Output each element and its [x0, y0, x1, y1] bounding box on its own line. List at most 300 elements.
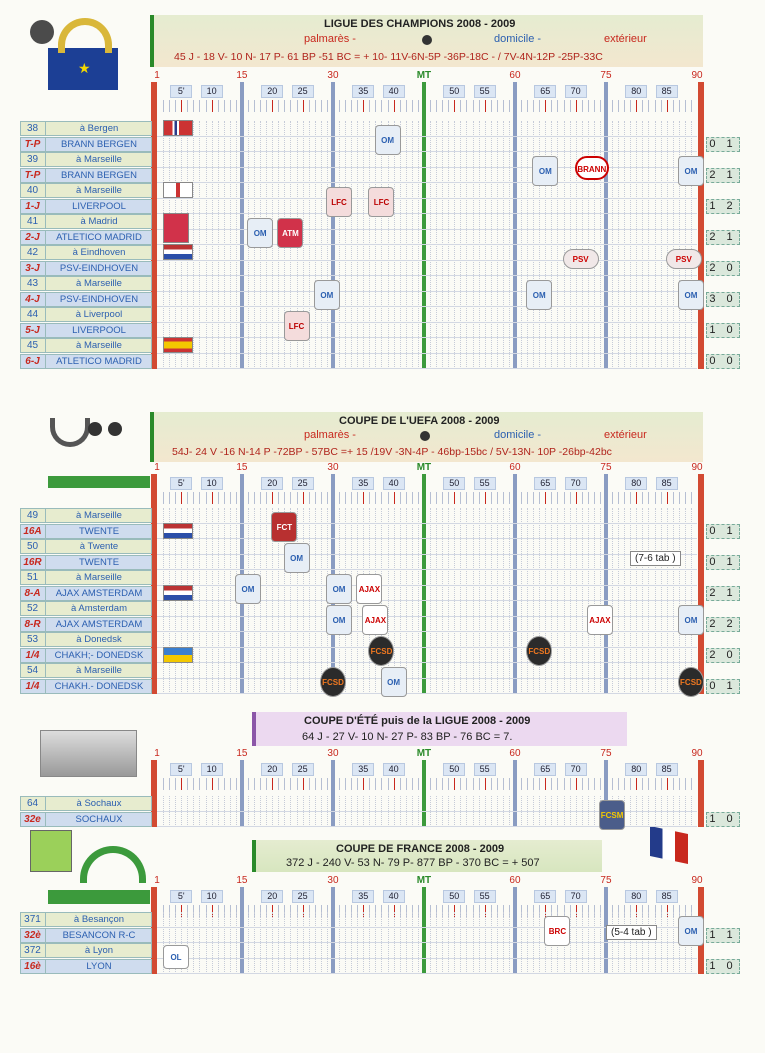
grid-dotted-line [594, 912, 596, 974]
match-score: 1 0 [706, 812, 740, 827]
match-row-label[interactable]: à Twente [20, 539, 152, 554]
grid-dotted-line [394, 121, 396, 369]
grid-dotted-line [491, 121, 493, 369]
minute-tick [363, 492, 364, 504]
minute-tick [248, 778, 249, 790]
match-row-label[interactable]: à Liverpool [20, 307, 152, 322]
minute-tick [266, 100, 267, 112]
grid-marker-line [513, 760, 517, 827]
minute-tick [691, 100, 692, 112]
grid-dotted-line [618, 508, 620, 694]
minute-tick [260, 492, 261, 504]
grid-dotted-line [503, 912, 505, 974]
minute-tick [284, 492, 285, 504]
grid-dotted-line [570, 796, 572, 827]
grid-dotted-line [479, 508, 481, 694]
match-row-label[interactable]: à Marseille [20, 508, 152, 523]
match-row-label[interactable]: à Madrid [20, 214, 152, 229]
match-row-number: 42 [20, 245, 46, 260]
minute-tick [381, 100, 382, 112]
uefa-title: COUPE DE L'UEFA 2008 - 2009 [339, 415, 500, 427]
minute-tick [436, 100, 437, 112]
match-score: 1 2 [706, 199, 740, 214]
minute-tick [521, 100, 522, 112]
minute-tick [394, 100, 395, 112]
grid-dotted-line [375, 912, 377, 974]
row-separator [157, 958, 697, 959]
grid-dotted-line [436, 912, 438, 974]
liv-crest-icon: LFC [326, 187, 352, 217]
match-row-number: 2-J [20, 230, 46, 245]
uefa-banner [150, 412, 703, 462]
grid-dotted-line [224, 121, 226, 369]
grid-dotted-line [436, 796, 438, 827]
minute-tick [199, 492, 200, 504]
row-separator [157, 306, 697, 307]
match-row-label[interactable]: BRANN BERGEN [20, 137, 152, 152]
grid-marker-line [513, 887, 517, 974]
axis-tick-label: 75 [600, 70, 612, 81]
grid-dotted-line [339, 796, 341, 827]
match-row-label[interactable]: à Sochaux [20, 796, 152, 811]
match-row-label[interactable]: SOCHAUX [20, 812, 152, 827]
minute-tick [169, 778, 170, 790]
grid-dotted-line [272, 796, 274, 827]
row-separator [157, 523, 697, 524]
grid-dotted-line [661, 912, 663, 974]
grid-dotted-line [448, 121, 450, 369]
minute-tick [430, 492, 431, 504]
minute-label: 55 [474, 890, 496, 903]
grid-dotted-line [236, 796, 238, 827]
axis-tick-label: MT [416, 748, 432, 759]
grid-dotted-line [551, 796, 553, 827]
match-row-label[interactable]: à Marseille [20, 570, 152, 585]
match-row-label[interactable]: AJAX AMSTERDAM [20, 617, 152, 632]
grid-dotted-line [497, 508, 499, 694]
match-row-number: T-P [20, 137, 46, 152]
grid-dotted-line [224, 508, 226, 694]
grid-dotted-line [679, 508, 681, 694]
grid-dotted-line [551, 508, 553, 694]
om-crest-icon: OM [678, 280, 704, 310]
minute-tick [230, 100, 231, 112]
grid-dotted-line [539, 912, 541, 974]
minute-tick [327, 492, 328, 504]
grid-dotted-line [430, 508, 432, 694]
match-score: 1 0 [706, 959, 740, 974]
match-row-label[interactable]: à Marseille [20, 276, 152, 291]
axis-tick-label: MT [416, 70, 432, 81]
match-row-label[interactable]: TWENTE [20, 524, 152, 539]
row-separator [157, 368, 697, 369]
minute-tick [321, 492, 322, 504]
minute-tick [369, 100, 370, 112]
match-row-number: 32e [20, 812, 46, 827]
minute-tick [673, 778, 674, 790]
minute-tick [551, 778, 552, 790]
om-crest-icon: OM [678, 156, 704, 186]
grid-marker-line [604, 82, 608, 369]
sha-crest-icon: FCSD [368, 636, 394, 666]
minute-tick [381, 778, 382, 790]
minute-label: 55 [474, 85, 496, 98]
minute-label: 80 [625, 763, 647, 776]
uefa-stats: 54J- 24 V -16 N-14 P -72BP - 57BC =+ 15 /19V -3N-4P - 46bp-15bc / 5V-13N- 10P -26bp-42bc [172, 446, 612, 458]
grid-marker-line [331, 760, 335, 827]
grid-dotted-line [454, 121, 456, 369]
grid-dotted-line [412, 508, 414, 694]
ete-title: COUPE D'ÉTÉ puis de la LIGUE 2008 - 2009 [304, 715, 531, 727]
minute-tick [212, 778, 213, 790]
minute-label: 25 [292, 477, 314, 490]
minute-tick [642, 778, 643, 790]
liv-crest-icon: LFC [284, 311, 310, 341]
match-row-label[interactable]: à Eindhoven [20, 245, 152, 260]
minute-tick [545, 100, 546, 112]
minute-tick [539, 778, 540, 790]
minute-label: 70 [565, 477, 587, 490]
grid-dotted-line [278, 912, 280, 974]
grid-dotted-line [630, 912, 632, 974]
minute-tick [630, 778, 631, 790]
minute-tick [351, 100, 352, 112]
grid-dotted-line [284, 912, 286, 974]
minute-tick [557, 778, 558, 790]
cdf-stats: 372 J - 240 V- 53 N- 79 P- 877 BP - 370 BC = + 507 [286, 857, 540, 869]
grid-dotted-line [375, 796, 377, 827]
minute-tick [406, 778, 407, 790]
minute-tick [388, 492, 389, 504]
minute-tick [460, 100, 461, 112]
cdf-title: COUPE DE FRANCE 2008 - 2009 [336, 843, 505, 855]
axis-tick-label: 90 [691, 748, 703, 759]
lyon-crest-icon: OL [163, 945, 189, 969]
grid-dotted-line [442, 796, 444, 827]
minute-tick [533, 778, 534, 790]
match-row-number: 16è [20, 959, 46, 974]
grid-dotted-line [624, 912, 626, 974]
match-row-label[interactable]: PSV-EINDHOVEN [20, 261, 152, 276]
axis-tick-label: 30 [327, 875, 339, 886]
match-row-number: 39 [20, 152, 46, 167]
grid-dotted-line [576, 121, 578, 369]
grid-dotted-line [321, 121, 323, 369]
grid-dotted-line [460, 508, 462, 694]
minute-label: 55 [474, 763, 496, 776]
grid-dotted-line [315, 912, 317, 974]
axis-tick-label: 15 [236, 748, 248, 759]
grid-dotted-line [509, 121, 511, 369]
grid-dotted-line [545, 508, 547, 694]
match-row-number: 40 [20, 183, 46, 198]
uefa-palmares: palmarès - [304, 429, 356, 441]
match-row-number: 5-J [20, 323, 46, 338]
om-crest-icon: OM [532, 156, 558, 186]
axis-tick-label: MT [416, 875, 432, 886]
grid-dotted-line [557, 508, 559, 694]
grid-dotted-line [400, 121, 402, 369]
grid-dotted-line [679, 796, 681, 827]
match-row-number: 16R [20, 555, 46, 570]
match-row-label[interactable]: à Besançon [20, 912, 152, 927]
row-separator [157, 353, 697, 354]
grid-dotted-line [327, 796, 329, 827]
grid-dotted-line [254, 796, 256, 827]
match-row-label[interactable]: LYON [20, 959, 152, 974]
match-row-label[interactable]: à Amsterdam [20, 601, 152, 616]
match-row-label[interactable]: AJAX AMSTERDAM [20, 586, 152, 601]
atletico-badge-icon [163, 213, 189, 243]
om-crest-icon: OM [235, 574, 261, 604]
cdf-banner [252, 840, 602, 872]
grid-dotted-line [630, 121, 632, 369]
grid-dotted-line [454, 912, 456, 974]
grid-dotted-line [594, 796, 596, 827]
grid-dotted-line [412, 912, 414, 974]
grid-dotted-line [612, 508, 614, 694]
minute-tick [278, 492, 279, 504]
minute-tick [612, 100, 613, 112]
match-row-label[interactable]: à Marseille [20, 663, 152, 678]
minute-tick [181, 100, 182, 112]
grid-dotted-line [642, 912, 644, 974]
minute-tick [412, 100, 413, 112]
grid-dotted-line [454, 796, 456, 827]
grid-dotted-line [309, 508, 311, 694]
minute-tick [454, 778, 455, 790]
minute-tick [163, 100, 164, 112]
minute-tick [418, 778, 419, 790]
grid-dotted-line [297, 912, 299, 974]
row-separator [157, 213, 697, 214]
tw-crest-icon: FCT [271, 512, 297, 542]
grid-dotted-line [169, 796, 171, 827]
minute-tick [673, 100, 674, 112]
match-row-label[interactable]: BRANN BERGEN [20, 168, 152, 183]
minute-label: 50 [443, 85, 465, 98]
match-row-label[interactable]: à Marseille [20, 152, 152, 167]
minute-tick [454, 492, 455, 504]
minute-tick [503, 100, 504, 112]
grid-dotted-line [588, 508, 590, 694]
match-row-label[interactable]: CHAKH.- DONEDSK [20, 679, 152, 694]
row-separator [157, 291, 697, 292]
grid-dotted-line [412, 796, 414, 827]
grid-dotted-line [212, 796, 214, 827]
minute-tick [254, 100, 255, 112]
minute-tick [448, 778, 449, 790]
grid-dotted-line [642, 796, 644, 827]
grid-dotted-line [673, 912, 675, 974]
grid-dotted-line [661, 121, 663, 369]
minute-tick [473, 100, 474, 112]
minute-tick [624, 100, 625, 112]
minute-label: 35 [352, 890, 374, 903]
minute-tick [321, 778, 322, 790]
match-row-label[interactable]: à Marseille [20, 183, 152, 198]
minute-tick [303, 100, 304, 112]
match-score: 2 2 [706, 617, 740, 632]
minute-tick [466, 492, 467, 504]
grid-dotted-line [527, 121, 529, 369]
minute-tick [570, 778, 571, 790]
ucl-stats: 45 J - 18 V- 10 N- 17 P- 61 BP -51 BC = + 10- 11V-6N-5P -36P-18C - / 7V-4N-12P -25P-33C [174, 51, 603, 63]
minute-tick [163, 492, 164, 504]
minute-tick [448, 492, 449, 504]
grid-dotted-line [442, 508, 444, 694]
row-separator [157, 167, 697, 168]
minute-tick [266, 492, 267, 504]
grid-dotted-line [648, 796, 650, 827]
match-row-label[interactable]: à Marseille [20, 338, 152, 353]
minute-label: 65 [534, 477, 556, 490]
grid-dotted-line [260, 912, 262, 974]
match-row-label[interactable]: LIVERPOOL [20, 199, 152, 214]
match-score: 2 0 [706, 648, 740, 663]
ajx-crest-icon: AJAX [362, 605, 388, 635]
minute-label: 55 [474, 477, 496, 490]
grid-dotted-line [406, 121, 408, 369]
grid-dotted-line [497, 121, 499, 369]
grid-dotted-line [630, 508, 632, 694]
minute-tick [169, 100, 170, 112]
grid-dotted-line [564, 508, 566, 694]
match-row-label[interactable]: CHAKH;- DONEDSK [20, 648, 152, 663]
minute-tick [679, 100, 680, 112]
minute-tick [527, 778, 528, 790]
minute-tick [175, 778, 176, 790]
row-separator [157, 198, 697, 199]
grid-dotted-line [479, 121, 481, 369]
grid-dotted-line [199, 121, 201, 369]
match-score: 2 0 [706, 261, 740, 276]
grid-dotted-line [218, 912, 220, 974]
minute-label: 40 [383, 85, 405, 98]
grid-dotted-line [412, 121, 414, 369]
minute-tick [400, 100, 401, 112]
axis-tick-label: 1 [154, 748, 160, 759]
minute-tick [430, 778, 431, 790]
grid-dotted-line [564, 121, 566, 369]
grid-dotted-line [230, 121, 232, 369]
grid-dotted-line [600, 912, 602, 974]
grid-marker-line [240, 887, 244, 974]
minute-tick [473, 492, 474, 504]
match-row-label[interactable]: LIVERPOOL [20, 323, 152, 338]
grid-dotted-line [545, 796, 547, 827]
grid-dotted-line [667, 508, 669, 694]
minute-tick [691, 492, 692, 504]
match-row-label[interactable]: ATLETICO MADRID [20, 230, 152, 245]
axis-tick-label: 60 [509, 462, 521, 473]
minute-label: 50 [443, 890, 465, 903]
minute-label: 35 [352, 477, 374, 490]
minute-tick [266, 778, 267, 790]
minute-tick [175, 100, 176, 112]
match-score: 2 1 [706, 168, 740, 183]
grid-dotted-line [624, 508, 626, 694]
minute-tick [612, 492, 613, 504]
grid-dotted-line [193, 121, 195, 369]
minute-tick [290, 492, 291, 504]
grid-right-rail [698, 474, 704, 694]
grid-dotted-line [576, 912, 578, 974]
minute-tick [618, 100, 619, 112]
match-row-number: 4-J [20, 292, 46, 307]
match-row-number: 8-A [20, 586, 46, 601]
grid-dotted-line [448, 912, 450, 974]
axis-tick-label: 60 [509, 748, 521, 759]
grid-dotted-line [375, 121, 377, 369]
grid-dotted-line [193, 796, 195, 827]
match-row-label[interactable]: ATLETICO MADRID [20, 354, 152, 369]
minute-tick [503, 492, 504, 504]
match-row-label[interactable]: BESANCON R-C [20, 928, 152, 943]
minute-label: 5' [170, 890, 192, 903]
grid-dotted-line [218, 121, 220, 369]
om-crest-icon: OM [247, 218, 273, 248]
flag-netherlands-icon [163, 585, 193, 601]
grid-dotted-line [448, 508, 450, 694]
grid-dotted-line [266, 796, 268, 827]
minute-tick [491, 492, 492, 504]
match-row-number: 64 [20, 796, 46, 811]
grid-dotted-line [351, 912, 353, 974]
minute-tick [509, 492, 510, 504]
minute-tick [369, 778, 370, 790]
minute-tick [375, 492, 376, 504]
grid-dotted-line [369, 912, 371, 974]
minute-tick [187, 100, 188, 112]
minute-tick [491, 778, 492, 790]
match-row-label[interactable]: PSV-EINDHOVEN [20, 292, 152, 307]
axis-tick-label: 90 [691, 70, 703, 81]
liv-crest-icon: LFC [368, 187, 394, 217]
minute-tick [473, 778, 474, 790]
grid-dotted-line [175, 796, 177, 827]
minute-label: 10 [201, 477, 223, 490]
minute-label: 20 [261, 477, 283, 490]
grid-dotted-line [406, 796, 408, 827]
minute-tick [290, 778, 291, 790]
match-row-label[interactable]: TWENTE [20, 555, 152, 570]
minute-tick [394, 492, 395, 504]
minute-tick [533, 492, 534, 504]
minute-tick [175, 492, 176, 504]
minute-tick [527, 492, 528, 504]
minute-tick [236, 492, 237, 504]
minute-label: 25 [292, 85, 314, 98]
grid-dotted-line [357, 912, 359, 974]
axis-tick-label: 75 [600, 462, 612, 473]
match-row-label[interactable]: à Bergen [20, 121, 152, 136]
grid-dotted-line [212, 912, 214, 974]
row-separator [157, 631, 697, 632]
match-row-label[interactable]: à Lyon [20, 943, 152, 958]
minute-tick [363, 778, 364, 790]
row-separator [157, 151, 697, 152]
minute-tick [163, 778, 164, 790]
minute-tick [412, 778, 413, 790]
match-row-label[interactable]: à Donedsk [20, 632, 152, 647]
grid-dotted-line [479, 912, 481, 974]
minute-label: 80 [625, 477, 647, 490]
ball-icon [422, 35, 432, 45]
grid-dotted-line [272, 912, 274, 974]
minute-label: 20 [261, 85, 283, 98]
minute-tick [248, 492, 249, 504]
